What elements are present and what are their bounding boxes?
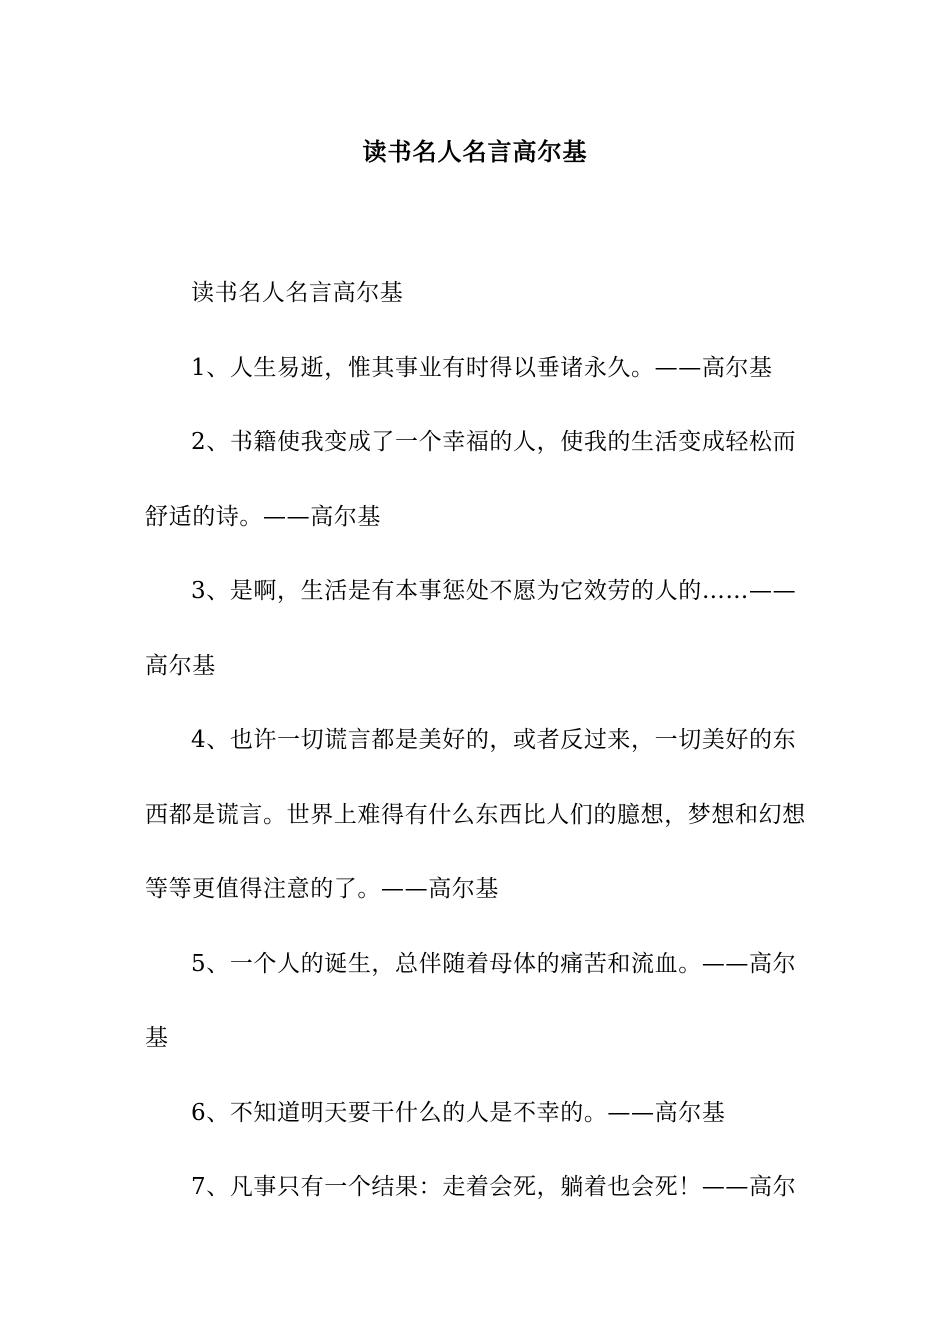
quote-5: 5、一个人的诞生，总伴随着母体的痛苦和流血。——高尔基 [145,950,797,1051]
quote-4: 4、也许一切谎言都是美好的，或者反过来，一切美好的东西都是谎言。世界上难得有什么东西比人们的臆想，梦想和幻想等等更值得注意的了。——高尔基 [145,727,806,902]
quote-3: 3、是啊，生活是有本事惩处不愿为它效劳的人的……——高尔基 [145,578,797,679]
quote-2: 2、书籍使我变成了一个幸福的人，使我的生活变成轻松而舒适的诗。——高尔基 [145,429,797,530]
quote-1: 1、人生易逝，惟其事业有时得以垂诸永久。——高尔基 [191,354,773,381]
quote-7: 7、凡事只有一个结果：走着会死，躺着也会死！——高尔 [191,1174,797,1200]
document-body [145,256,810,1225]
document-title: 读书名人名言高尔基 [362,137,588,166]
quote-6: 6、不知道明天要干什么的人是不幸的。——高尔基 [191,1099,726,1126]
paragraph-heading: 读书名人名言高尔基 [191,280,404,306]
